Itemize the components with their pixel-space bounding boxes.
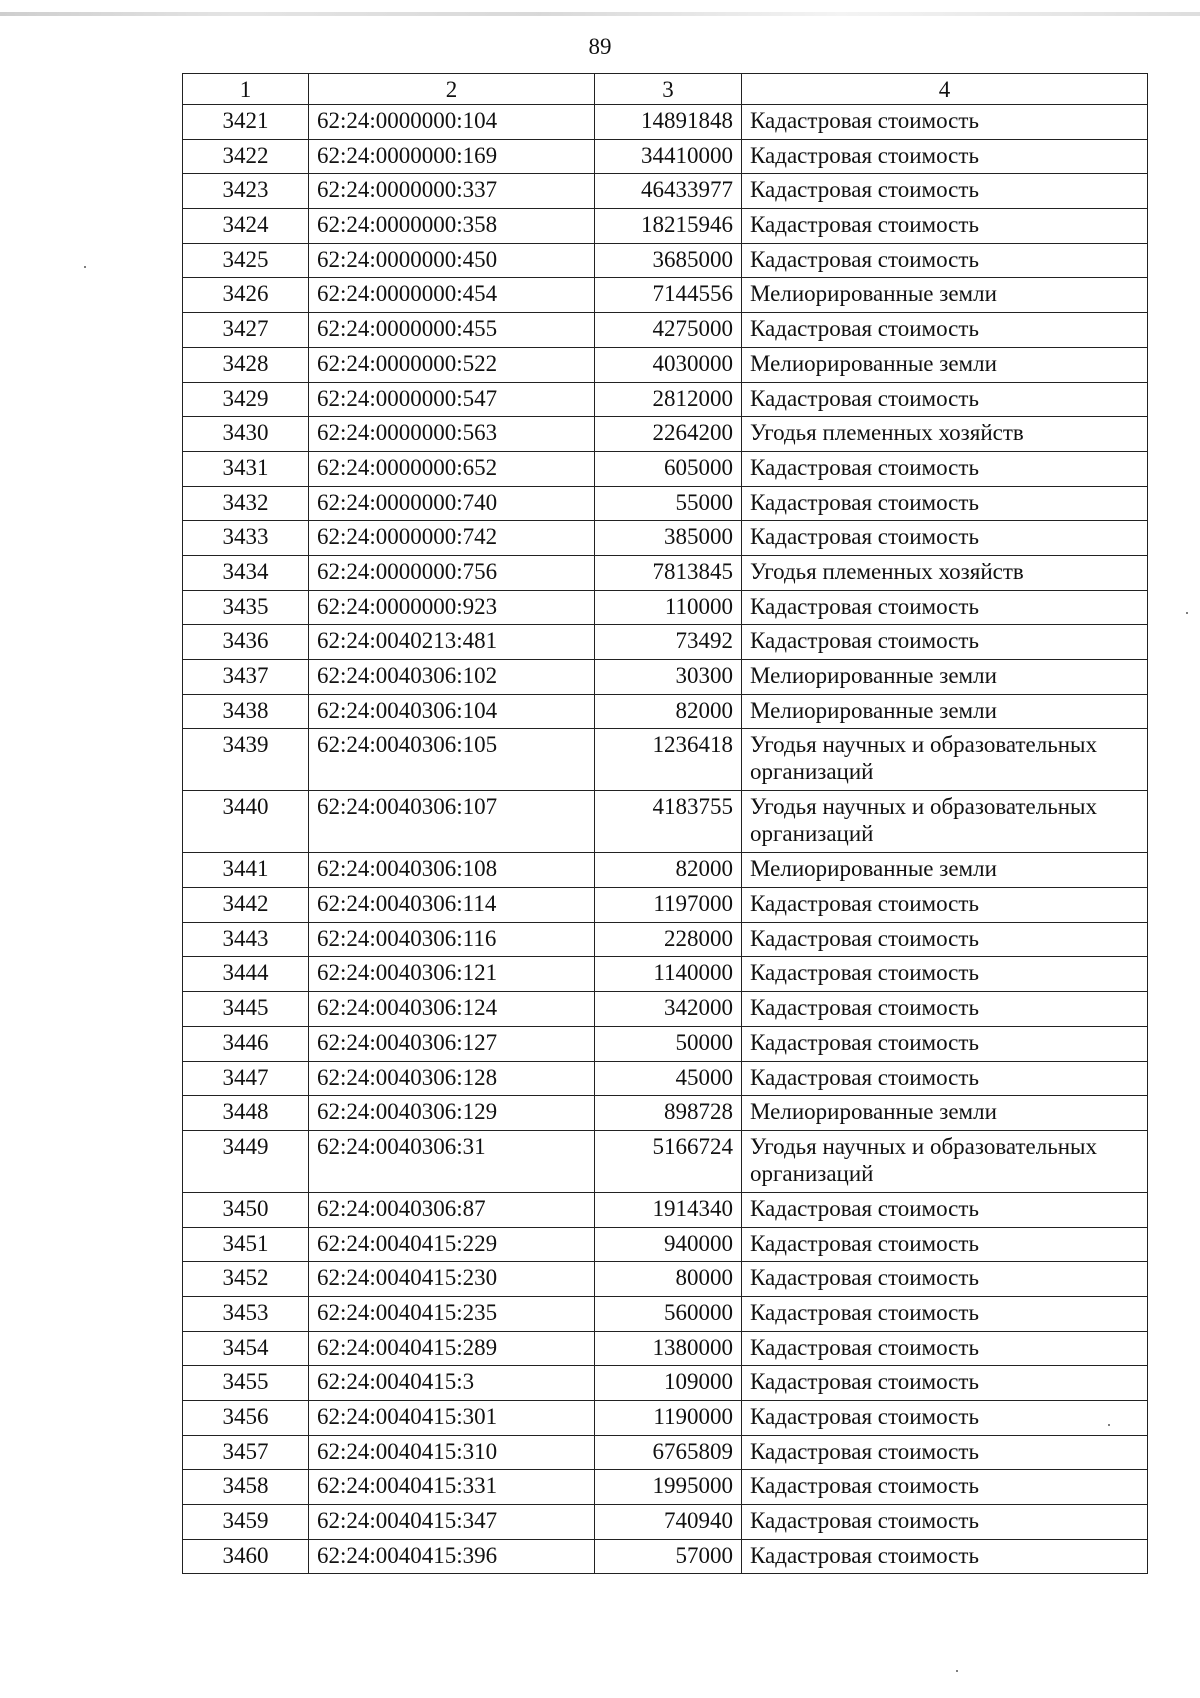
column-header-4: 4 <box>742 74 1148 105</box>
row-number-cell: 3435 <box>183 590 309 625</box>
category-cell: Кадастровая стоимость <box>742 451 1148 486</box>
row-number-cell: 3442 <box>183 888 309 923</box>
cadastral-table <box>182 73 1148 1574</box>
scan-speck <box>1186 612 1188 614</box>
row-number-cell: 3422 <box>183 139 309 174</box>
category-cell: Кадастровая стоимость <box>742 1401 1148 1436</box>
cadastral-number-cell: 62:24:0040306:105 <box>309 729 595 791</box>
row-number-cell: 3448 <box>183 1096 309 1131</box>
row-number-cell: 3459 <box>183 1505 309 1540</box>
table-row <box>183 729 1148 791</box>
cadastral-number-cell: 62:24:0000000:740 <box>309 486 595 521</box>
table-row <box>183 1401 1148 1436</box>
row-number-cell: 3430 <box>183 417 309 452</box>
row-number-cell: 3446 <box>183 1026 309 1061</box>
table-row <box>183 791 1148 853</box>
table-row <box>183 853 1148 888</box>
value-cell: 4030000 <box>595 347 742 382</box>
value-cell: 4275000 <box>595 313 742 348</box>
value-cell: 73492 <box>595 625 742 660</box>
category-cell: Кадастровая стоимость <box>742 625 1148 660</box>
category-cell: Кадастровая стоимость <box>742 243 1148 278</box>
category-cell: Кадастровая стоимость <box>742 1026 1148 1061</box>
row-number-cell: 3455 <box>183 1366 309 1401</box>
category-cell: Кадастровая стоимость <box>742 1192 1148 1227</box>
row-number-cell: 3449 <box>183 1130 309 1192</box>
category-cell: Угодья научных и образовательных организаций <box>742 729 1148 791</box>
table-header-row <box>183 74 1148 105</box>
cadastral-number-cell: 62:24:0040306:127 <box>309 1026 595 1061</box>
table-row <box>183 209 1148 244</box>
row-number-cell: 3453 <box>183 1296 309 1331</box>
value-cell: 385000 <box>595 521 742 556</box>
column-header-1: 1 <box>183 74 309 105</box>
table-row <box>183 1026 1148 1061</box>
cadastral-number-cell: 62:24:0000000:547 <box>309 382 595 417</box>
cadastral-number-cell: 62:24:0000000:742 <box>309 521 595 556</box>
row-number-cell: 3450 <box>183 1192 309 1227</box>
table-row <box>183 1296 1148 1331</box>
row-number-cell: 3451 <box>183 1227 309 1262</box>
row-number-cell: 3460 <box>183 1539 309 1574</box>
row-number-cell: 3423 <box>183 174 309 209</box>
cadastral-number-cell: 62:24:0040306:102 <box>309 660 595 695</box>
value-cell: 34410000 <box>595 139 742 174</box>
cadastral-number-cell: 62:24:0000000:169 <box>309 139 595 174</box>
table-row <box>183 888 1148 923</box>
row-number-cell: 3438 <box>183 694 309 729</box>
category-cell: Кадастровая стоимость <box>742 888 1148 923</box>
cadastral-number-cell: 62:24:0040306:104 <box>309 694 595 729</box>
table-row <box>183 1130 1148 1192</box>
cadastral-number-cell: 62:24:0000000:563 <box>309 417 595 452</box>
value-cell: 2264200 <box>595 417 742 452</box>
cadastral-number-cell: 62:24:0040415:230 <box>309 1262 595 1297</box>
value-cell: 82000 <box>595 853 742 888</box>
table-row <box>183 1096 1148 1131</box>
page-number: 89 <box>588 34 612 59</box>
category-cell: Кадастровая стоимость <box>742 209 1148 244</box>
table-row <box>183 1470 1148 1505</box>
table-row <box>183 1061 1148 1096</box>
value-cell: 55000 <box>595 486 742 521</box>
cadastral-number-cell: 62:24:0040306:121 <box>309 957 595 992</box>
value-cell: 342000 <box>595 992 742 1027</box>
category-cell: Кадастровая стоимость <box>742 590 1148 625</box>
table-row <box>183 1262 1148 1297</box>
table-row <box>183 1366 1148 1401</box>
value-cell: 560000 <box>595 1296 742 1331</box>
value-cell: 6765809 <box>595 1435 742 1470</box>
row-number-cell: 3429 <box>183 382 309 417</box>
category-cell: Кадастровая стоимость <box>742 992 1148 1027</box>
table-row <box>183 625 1148 660</box>
row-number-cell: 3447 <box>183 1061 309 1096</box>
value-cell: 45000 <box>595 1061 742 1096</box>
table-row <box>183 590 1148 625</box>
category-cell: Кадастровая стоимость <box>742 486 1148 521</box>
category-cell: Кадастровая стоимость <box>742 1331 1148 1366</box>
table-row <box>183 278 1148 313</box>
scan-edge-artifact <box>0 12 1200 16</box>
value-cell: 30300 <box>595 660 742 695</box>
table-row <box>183 1505 1148 1540</box>
cadastral-number-cell: 62:24:0040306:124 <box>309 992 595 1027</box>
table-row <box>183 1539 1148 1574</box>
value-cell: 1914340 <box>595 1192 742 1227</box>
row-number-cell: 3424 <box>183 209 309 244</box>
table-row <box>183 1331 1148 1366</box>
table-row <box>183 243 1148 278</box>
cadastral-number-cell: 62:24:0040415:347 <box>309 1505 595 1540</box>
table-row <box>183 1435 1148 1470</box>
value-cell: 110000 <box>595 590 742 625</box>
table-row <box>183 451 1148 486</box>
cadastral-number-cell: 62:24:0000000:454 <box>309 278 595 313</box>
category-cell: Кадастровая стоимость <box>742 922 1148 957</box>
cadastral-number-cell: 62:24:0040415:229 <box>309 1227 595 1262</box>
cadastral-number-cell: 62:24:0040306:108 <box>309 853 595 888</box>
value-cell: 740940 <box>595 1505 742 1540</box>
value-cell: 1140000 <box>595 957 742 992</box>
row-number-cell: 3439 <box>183 729 309 791</box>
value-cell: 1995000 <box>595 1470 742 1505</box>
table-row <box>183 1227 1148 1262</box>
cadastral-number-cell: 62:24:0000000:652 <box>309 451 595 486</box>
row-number-cell: 3454 <box>183 1331 309 1366</box>
category-cell: Кадастровая стоимость <box>742 382 1148 417</box>
category-cell: Угодья научных и образовательных организаций <box>742 1130 1148 1192</box>
cadastral-number-cell: 62:24:0040306:116 <box>309 922 595 957</box>
value-cell: 940000 <box>595 1227 742 1262</box>
table-row <box>183 174 1148 209</box>
cadastral-number-cell: 62:24:0040306:87 <box>309 1192 595 1227</box>
scan-speck <box>956 1670 958 1672</box>
value-cell: 605000 <box>595 451 742 486</box>
cadastral-number-cell: 62:24:0040415:396 <box>309 1539 595 1574</box>
column-header-3: 3 <box>595 74 742 105</box>
category-cell: Кадастровая стоимость <box>742 1470 1148 1505</box>
value-cell: 5166724 <box>595 1130 742 1192</box>
category-cell: Кадастровая стоимость <box>742 1262 1148 1297</box>
value-cell: 109000 <box>595 1366 742 1401</box>
category-cell: Кадастровая стоимость <box>742 105 1148 140</box>
cadastral-number-cell: 62:24:0040415:310 <box>309 1435 595 1470</box>
row-number-cell: 3458 <box>183 1470 309 1505</box>
value-cell: 80000 <box>595 1262 742 1297</box>
cadastral-number-cell: 62:24:0000000:450 <box>309 243 595 278</box>
row-number-cell: 3421 <box>183 105 309 140</box>
category-cell: Кадастровая стоимость <box>742 1061 1148 1096</box>
value-cell: 82000 <box>595 694 742 729</box>
category-cell: Мелиорированные земли <box>742 660 1148 695</box>
row-number-cell: 3445 <box>183 992 309 1027</box>
scan-speck <box>84 266 86 268</box>
category-cell: Угодья племенных хозяйств <box>742 417 1148 452</box>
value-cell: 46433977 <box>595 174 742 209</box>
cadastral-number-cell: 62:24:0000000:337 <box>309 174 595 209</box>
cadastral-number-cell: 62:24:0040415:3 <box>309 1366 595 1401</box>
category-cell: Кадастровая стоимость <box>742 1296 1148 1331</box>
table-row <box>183 694 1148 729</box>
cadastral-number-cell: 62:24:0040213:481 <box>309 625 595 660</box>
cadastral-number-cell: 62:24:0040415:331 <box>309 1470 595 1505</box>
value-cell: 3685000 <box>595 243 742 278</box>
value-cell: 898728 <box>595 1096 742 1131</box>
category-cell: Кадастровая стоимость <box>742 139 1148 174</box>
category-cell: Кадастровая стоимость <box>742 1435 1148 1470</box>
category-cell: Мелиорированные земли <box>742 347 1148 382</box>
category-cell: Кадастровая стоимость <box>742 521 1148 556</box>
value-cell: 57000 <box>595 1539 742 1574</box>
table-row <box>183 521 1148 556</box>
table-row <box>183 1192 1148 1227</box>
cadastral-number-cell: 62:24:0040306:107 <box>309 791 595 853</box>
row-number-cell: 3443 <box>183 922 309 957</box>
cadastral-number-cell: 62:24:0000000:455 <box>309 313 595 348</box>
row-number-cell: 3425 <box>183 243 309 278</box>
value-cell: 1190000 <box>595 1401 742 1436</box>
row-number-cell: 3456 <box>183 1401 309 1436</box>
value-cell: 18215946 <box>595 209 742 244</box>
row-number-cell: 3433 <box>183 521 309 556</box>
value-cell: 1197000 <box>595 888 742 923</box>
category-cell: Кадастровая стоимость <box>742 1227 1148 1262</box>
category-cell: Кадастровая стоимость <box>742 1505 1148 1540</box>
row-number-cell: 3441 <box>183 853 309 888</box>
cadastral-number-cell: 62:24:0040306:31 <box>309 1130 595 1192</box>
table-body <box>183 105 1148 1574</box>
row-number-cell: 3436 <box>183 625 309 660</box>
table-row <box>183 992 1148 1027</box>
row-number-cell: 3444 <box>183 957 309 992</box>
category-cell: Мелиорированные земли <box>742 853 1148 888</box>
category-cell: Угодья научных и образовательных организаций <box>742 791 1148 853</box>
category-cell: Мелиорированные земли <box>742 694 1148 729</box>
row-number-cell: 3427 <box>183 313 309 348</box>
category-cell: Кадастровая стоимость <box>742 313 1148 348</box>
cadastral-number-cell: 62:24:0040415:289 <box>309 1331 595 1366</box>
cadastral-number-cell: 62:24:0040306:114 <box>309 888 595 923</box>
row-number-cell: 3426 <box>183 278 309 313</box>
category-cell: Кадастровая стоимость <box>742 957 1148 992</box>
table-row <box>183 139 1148 174</box>
category-cell: Мелиорированные земли <box>742 278 1148 313</box>
scan-speck <box>1108 1424 1110 1426</box>
row-number-cell: 3452 <box>183 1262 309 1297</box>
cadastral-number-cell: 62:24:0000000:923 <box>309 590 595 625</box>
row-number-cell: 3431 <box>183 451 309 486</box>
cadastral-number-cell: 62:24:0000000:522 <box>309 347 595 382</box>
table-row <box>183 660 1148 695</box>
row-number-cell: 3428 <box>183 347 309 382</box>
table-row <box>183 105 1148 140</box>
table-row <box>183 382 1148 417</box>
row-number-cell: 3434 <box>183 555 309 590</box>
cadastral-number-cell: 62:24:0040415:235 <box>309 1296 595 1331</box>
category-cell: Кадастровая стоимость <box>742 1539 1148 1574</box>
value-cell: 4183755 <box>595 791 742 853</box>
category-cell: Кадастровая стоимость <box>742 174 1148 209</box>
cadastral-number-cell: 62:24:0000000:358 <box>309 209 595 244</box>
row-number-cell: 3437 <box>183 660 309 695</box>
category-cell: Угодья племенных хозяйств <box>742 555 1148 590</box>
value-cell: 2812000 <box>595 382 742 417</box>
cadastral-number-cell: 62:24:0000000:104 <box>309 105 595 140</box>
cadastral-number-cell: 62:24:0040415:301 <box>309 1401 595 1436</box>
column-header-2: 2 <box>309 74 595 105</box>
value-cell: 1380000 <box>595 1331 742 1366</box>
table-row <box>183 417 1148 452</box>
value-cell: 1236418 <box>595 729 742 791</box>
value-cell: 7144556 <box>595 278 742 313</box>
table-row <box>183 957 1148 992</box>
table-row <box>183 486 1148 521</box>
category-cell: Мелиорированные земли <box>742 1096 1148 1131</box>
value-cell: 14891848 <box>595 105 742 140</box>
table-row <box>183 922 1148 957</box>
value-cell: 7813845 <box>595 555 742 590</box>
category-cell: Кадастровая стоимость <box>742 1366 1148 1401</box>
value-cell: 50000 <box>595 1026 742 1061</box>
row-number-cell: 3457 <box>183 1435 309 1470</box>
value-cell: 228000 <box>595 922 742 957</box>
table-row <box>183 313 1148 348</box>
table-row <box>183 347 1148 382</box>
row-number-cell: 3440 <box>183 791 309 853</box>
cadastral-number-cell: 62:24:0000000:756 <box>309 555 595 590</box>
table-row <box>183 555 1148 590</box>
cadastral-number-cell: 62:24:0040306:129 <box>309 1096 595 1131</box>
cadastral-number-cell: 62:24:0040306:128 <box>309 1061 595 1096</box>
row-number-cell: 3432 <box>183 486 309 521</box>
